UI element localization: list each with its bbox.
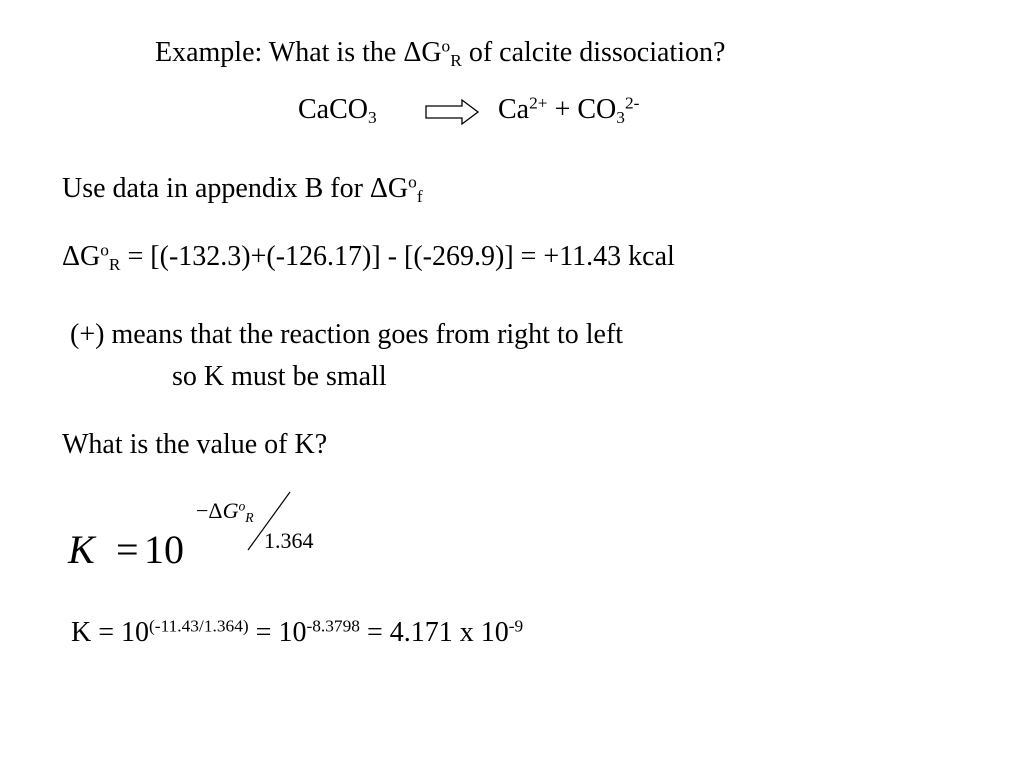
reaction-equation	[0, 94, 1024, 134]
dg-sup: o	[100, 240, 109, 260]
result-exp-3: -9	[508, 616, 524, 636]
k-formula	[60, 490, 360, 580]
formula-k: K	[68, 527, 95, 572]
formula-exp-denominator: 1.364	[264, 528, 314, 553]
reactant-formula: CaCO	[298, 94, 368, 125]
formula-exp-prefix: −Δ	[196, 498, 223, 523]
title-delta-g: ΔG	[403, 37, 442, 68]
delta-g-equation	[62, 241, 675, 273]
title-sub: R	[450, 51, 462, 71]
right-arrow-icon	[424, 98, 480, 126]
product-co-sub: 3	[616, 108, 625, 128]
formula-exp-var: G	[222, 498, 239, 523]
appendix-delta-g: ΔG	[369, 173, 409, 204]
formula-equals: =	[116, 527, 139, 572]
result-mid: = 10	[248, 617, 307, 648]
product-ca-charge: 2+	[529, 93, 548, 113]
result-exp-2: -8.3798	[306, 616, 360, 636]
question-text: What is the value of K?	[62, 429, 328, 460]
dg-sub: R	[108, 255, 121, 275]
product-co-charge: 2-	[624, 93, 640, 113]
k-result	[71, 617, 523, 649]
title-suffix: of calcite dissociation?	[461, 37, 726, 68]
dg-calculation: = [(-132.3)+(-126.17)] - [(-269.9)] = +11.43 kcal	[120, 241, 675, 272]
result-prefix: K = 10	[71, 617, 150, 648]
appendix-text: Use data in appendix B for	[62, 173, 370, 204]
product-ca: Ca	[498, 94, 530, 125]
reactant-sub: 3	[368, 108, 377, 128]
appendix-sub: f	[416, 187, 423, 207]
products	[498, 94, 639, 126]
appendix-sup: o	[408, 172, 417, 192]
meaning-line-2: so K must be small	[172, 361, 387, 392]
result-tail: = 4.171 x 10	[359, 617, 509, 648]
formula-base: 10	[144, 527, 184, 572]
title-prefix: Example: What is the	[155, 37, 404, 68]
slide-title	[155, 37, 725, 69]
reactant	[298, 94, 377, 126]
product-co: + CO	[547, 94, 617, 125]
appendix-note	[62, 173, 423, 205]
dg-symbol: ΔG	[62, 241, 101, 272]
result-exp-1: (-11.43/1.364)	[149, 616, 249, 636]
title-sup: o	[441, 36, 451, 56]
formula-exp-sup: o	[238, 498, 246, 514]
formula-exp-sub: R	[245, 510, 254, 526]
meaning-line-1: (+) means that the reaction goes from right to left	[70, 319, 624, 350]
